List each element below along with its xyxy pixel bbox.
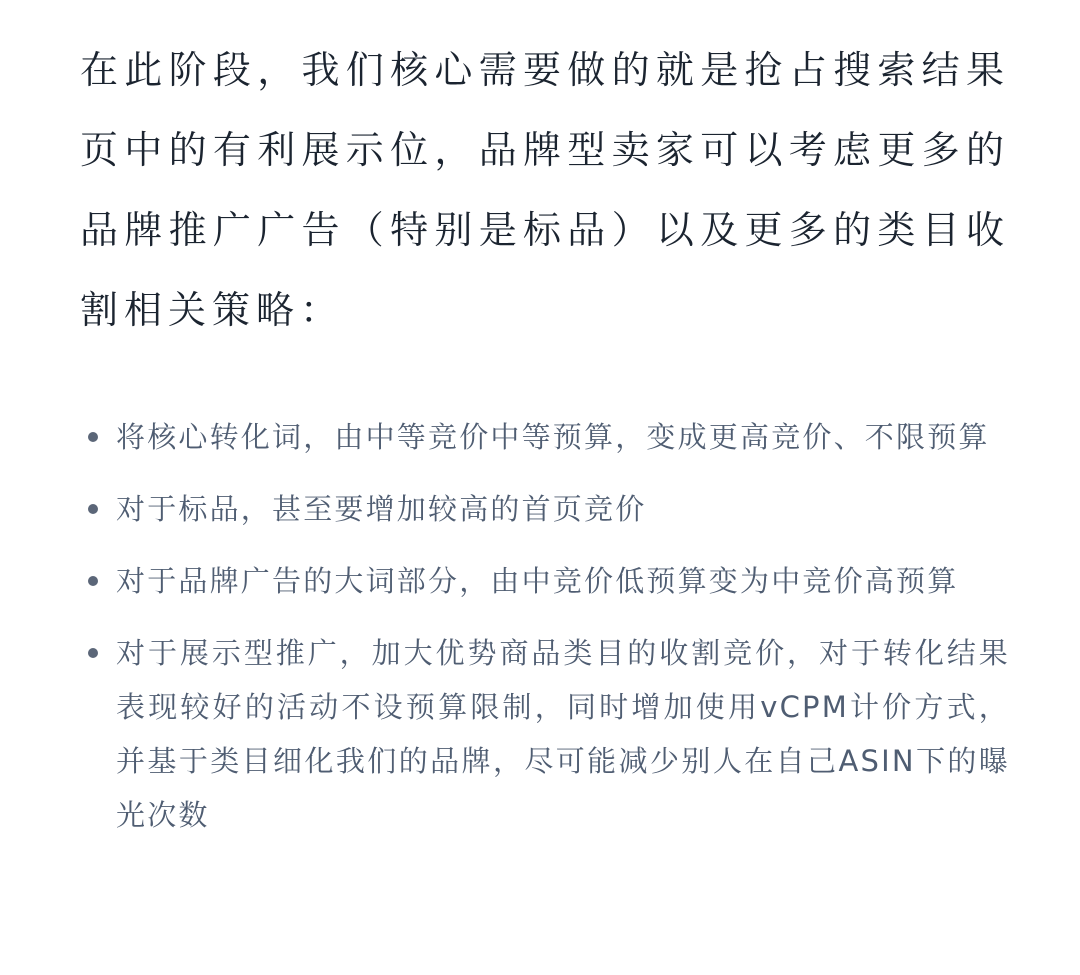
list-item-text: 对于展示型推广，加大优势商品类目的收割竞价，对于转化结果表现较好的活动不设预算限制，同时增加使用vCPM计价方式，并基于类目细化我们的品牌，尽可能减少别人在自己ASIN下的曝光次数 xyxy=(116,636,1010,832)
list-item xyxy=(80,482,1010,536)
bullet-icon xyxy=(88,576,98,586)
bullet-icon xyxy=(88,504,98,514)
list-item-text: 将核心转化词，由中等竞价中等预算，变成更高竞价、不限预算 xyxy=(116,420,990,454)
bullet-icon xyxy=(88,432,98,442)
list-item xyxy=(80,626,1010,842)
list-item xyxy=(80,554,1010,608)
list-item-text: 对于品牌广告的大词部分，由中竞价低预算变为中竞价高预算 xyxy=(116,564,959,598)
list-item-text: 对于标品，甚至要增加较高的首页竞价 xyxy=(116,492,647,526)
article-content xyxy=(80,30,1010,832)
strategy-list xyxy=(80,410,1010,860)
intro-paragraph: 在此阶段，我们核心需要做的就是抢占搜索结果页中的有利展示位，品牌型卖家可以考虑更多的品牌推广广告（特别是标品）以及更多的类目收割相关策略： xyxy=(80,48,1010,332)
list-item xyxy=(80,410,1010,464)
bullet-icon xyxy=(88,648,98,658)
